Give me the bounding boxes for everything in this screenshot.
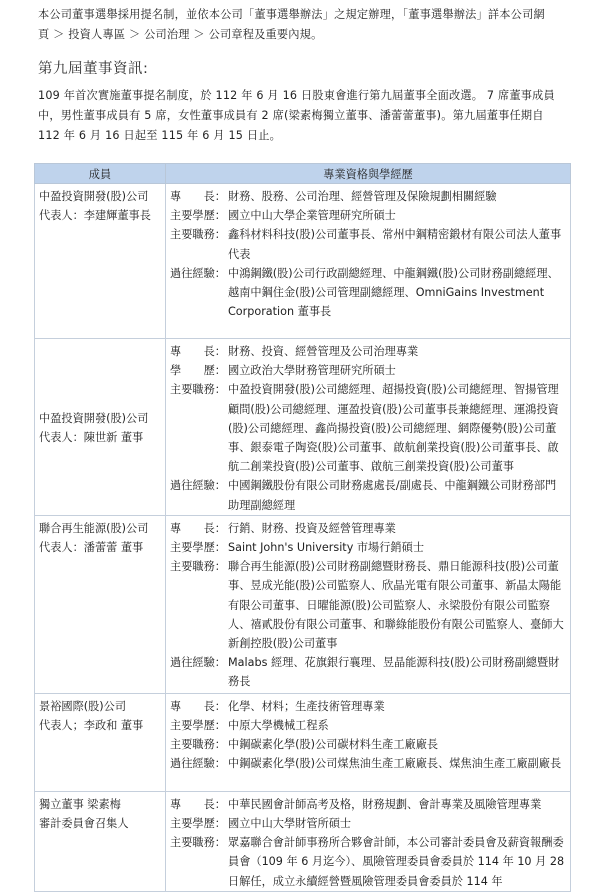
- qualification-item: [170, 225, 566, 263]
- qualification-item: [170, 653, 566, 691]
- member-cell: [35, 791, 166, 891]
- description-line-3: 112 年 6 月 16 日起至 115 年 6 月 15 日止。: [38, 129, 282, 142]
- section-title: 第九屆董事資訊:: [38, 61, 149, 77]
- qualification-value: 財務、投資、經營管理及公司治理專業: [228, 345, 419, 358]
- intro-line-2: 頁 ＞ 投資人專區 ＞ 公司治理 ＞ 公司章程及重要內規。: [38, 28, 323, 41]
- qualification-value: 國立中山大學財管所碩士: [228, 817, 352, 831]
- qualification-value: 財務、股務、公司治理、經營管理及保險規劃相關經驗: [228, 190, 497, 203]
- board-description: [38, 86, 570, 146]
- member-cell: [35, 184, 166, 339]
- member-representative: 代表人：陳世新 董事: [39, 431, 144, 445]
- qualification-item: [170, 814, 566, 833]
- qualification-label: 主要學歷：: [170, 541, 226, 555]
- member-company: 景裕國際(股)公司: [39, 699, 127, 713]
- intro-line-1: 本公司董事選舉採用提名制，並依本公司「董事選舉辦法」之規定辦理，「董事選舉辦法」詳本公司網: [38, 8, 545, 21]
- qualification-value: 聯合再生能源(股)公司財務副總暨財務長、鼎日能源科技(股)公司董事、昱成光能(股)公司監察人、欣晶光電有限公司董事、新晶太陽能有限公司董事、日曜能源(股)公司監察人、永梁股份有限公司監察人、禧貳股份有限公司董事、和聯綠能股份有限公司監察人、臺師大新創控股(股)公司董事: [228, 560, 564, 651]
- qualification-item: [170, 716, 566, 735]
- qualification-value: 眾嘉聯合會計師事務所合夥會計師，本公司審計委員會及薪資報酬委員會（109 年 6 月迄今）、風險管理委員會委員於 114 年 10 月 28 日解任，成立永續經營暨風險管理委員會委員於 114 年: [228, 836, 565, 888]
- qualification-item: [170, 557, 566, 653]
- qualification-value: 中鋼碳素化學(股)公司碳材料生產工廠廠長: [228, 738, 439, 752]
- qualification-value: 中原大學機械工程系: [228, 719, 329, 733]
- table-row: [35, 693, 571, 791]
- qualification-value: Malabs 經理、花旗銀行襄理、昱晶能源科技(股)公司財務副總暨財務長: [228, 656, 560, 689]
- qualification-item: [170, 206, 566, 225]
- qualification-item: [170, 795, 566, 814]
- qualification-label: 主要職務：: [170, 836, 226, 850]
- table-header-row: [35, 164, 571, 184]
- qualification-value: 國立政治大學財務管理研究所碩士: [228, 364, 396, 378]
- qualification-value: 中華民國會計師高考及格，財務規劃、會計專業及風險管理專業: [228, 797, 542, 811]
- table-row: [35, 184, 571, 339]
- qualification-label: 主要職務：: [170, 738, 226, 752]
- description-line-1: 109 年首次實施董事提名制度，於 112 年 6 月 16 日股東會進行第九屆董事全面改選。 7 席董事成員: [38, 89, 555, 102]
- qualification-label: 主要職務：: [170, 228, 226, 242]
- qualification-value: 中盈投資開發(股)公司總經理、超揚投資(股)公司總經理、智揚管理顧問(股)公司總經理、運盈投資(股)公司董事長兼總經理、運鴻投資(股)公司總經理、鑫尚揚投資(股)公司總經理、網際優勢(股)公司董事、銀泰電子陶瓷(股)公司董事、啟航創業投資(股)公司董事長、啟航二創業投資(股)公司董事、啟航三創業投資(股)公司董事: [228, 383, 559, 474]
- qualification-label: 主要學歷：: [170, 719, 226, 733]
- member-cell: [35, 515, 166, 693]
- qualification-value: 中鋼碳素化學(股)公司煤焦油生產工廠廠長、煤焦油生產工廠副廠長: [228, 757, 562, 771]
- qualification-label: 專 長：: [170, 190, 226, 203]
- member-committee-role: 審計委員會召集人: [39, 817, 129, 831]
- qualification-label: 專 長：: [170, 699, 226, 713]
- qualification-item: [170, 476, 566, 514]
- header-qualifications: 專業資格與學經歷: [166, 164, 571, 184]
- qualification-item: [170, 342, 566, 361]
- qualifications-cell: [166, 515, 571, 693]
- qualification-label: 專 長：: [170, 345, 226, 358]
- qualification-value: 中國鋼鐵股份有限公司財務處處長/副處長、中龍鋼鐵公司財務部門助理副總經理: [228, 479, 557, 512]
- member-company: 中盈投資開發(股)公司: [39, 190, 149, 203]
- qualification-value: 化學、材料；生產技術管理專業: [228, 699, 385, 713]
- qualification-value: Saint John's University 市場行銷碩士: [228, 541, 425, 555]
- qualification-label: 過往經驗：: [170, 656, 226, 670]
- qualification-label: 主要學歷：: [170, 209, 226, 223]
- qualification-label: 主要學歷：: [170, 817, 226, 831]
- qualification-item: [170, 187, 566, 206]
- qualification-item: [170, 735, 566, 754]
- intro-paragraph: [38, 5, 568, 45]
- qualification-item: [170, 519, 566, 538]
- table-row: [35, 791, 571, 891]
- qualification-item: [170, 361, 566, 380]
- member-cell: [35, 693, 166, 791]
- qualification-label: 專 長：: [170, 797, 226, 811]
- qualifications-cell: [166, 693, 571, 791]
- member-title: 獨立董事 梁素梅: [39, 797, 121, 811]
- qualification-item: [170, 538, 566, 557]
- member-company: 聯合再生能源(股)公司: [39, 521, 149, 535]
- qualifications-cell: [166, 339, 571, 516]
- qualification-item: [170, 833, 566, 891]
- qualifications-cell: [166, 791, 571, 891]
- qualification-label: 主要職務：: [170, 560, 226, 574]
- qualification-label: 過往經驗：: [170, 479, 226, 493]
- qualification-value: 中鴻鋼鐵(股)公司行政副總經理、中龍鋼鐵(股)公司財務副總經理、越南中鋼住金(股)公司管理副總經理、OmniGains Investment Corporation 董事長: [228, 266, 559, 319]
- qualification-label: 過往經驗：: [170, 266, 226, 280]
- qualifications-cell: [166, 184, 571, 339]
- member-representative: 代表人：李建輝董事長: [39, 209, 151, 223]
- qualification-item: [170, 754, 566, 773]
- qualification-label: 主要職務：: [170, 383, 226, 397]
- member-representative: 代表人：潘蕾蕾 董事: [39, 541, 144, 555]
- qualification-label: 過往經驗：: [170, 757, 226, 771]
- table-row: [35, 339, 571, 516]
- member-representative: 代表人；李政和 董事: [39, 719, 144, 733]
- qualification-item: [170, 697, 566, 716]
- qualification-value: 國立中山大學企業管理研究所碩士: [228, 209, 396, 223]
- qualification-value: 行銷、財務、投資及經營管理專業: [228, 521, 396, 535]
- qualification-value: 鑫科材料科技(股)公司董事長、常州中鋼精密鍛材有限公司法人董事代表: [228, 228, 562, 261]
- description-line-2: 中，男性董事成員有 5 席，女性董事成員有 2 席(梁素梅獨立董事、潘蕾蕾董事)。第九屆董事任期自: [38, 109, 544, 122]
- qualification-item: [170, 380, 566, 476]
- table-row: [35, 515, 571, 693]
- qualification-label: 學 歷：: [170, 364, 226, 378]
- member-cell: [35, 339, 166, 516]
- qualification-item: [170, 264, 566, 322]
- board-members-table: [34, 163, 571, 892]
- qualification-label: 專 長：: [170, 521, 226, 535]
- member-company: 中盈投資開發(股)公司: [39, 412, 149, 426]
- header-member: 成員: [35, 164, 166, 184]
